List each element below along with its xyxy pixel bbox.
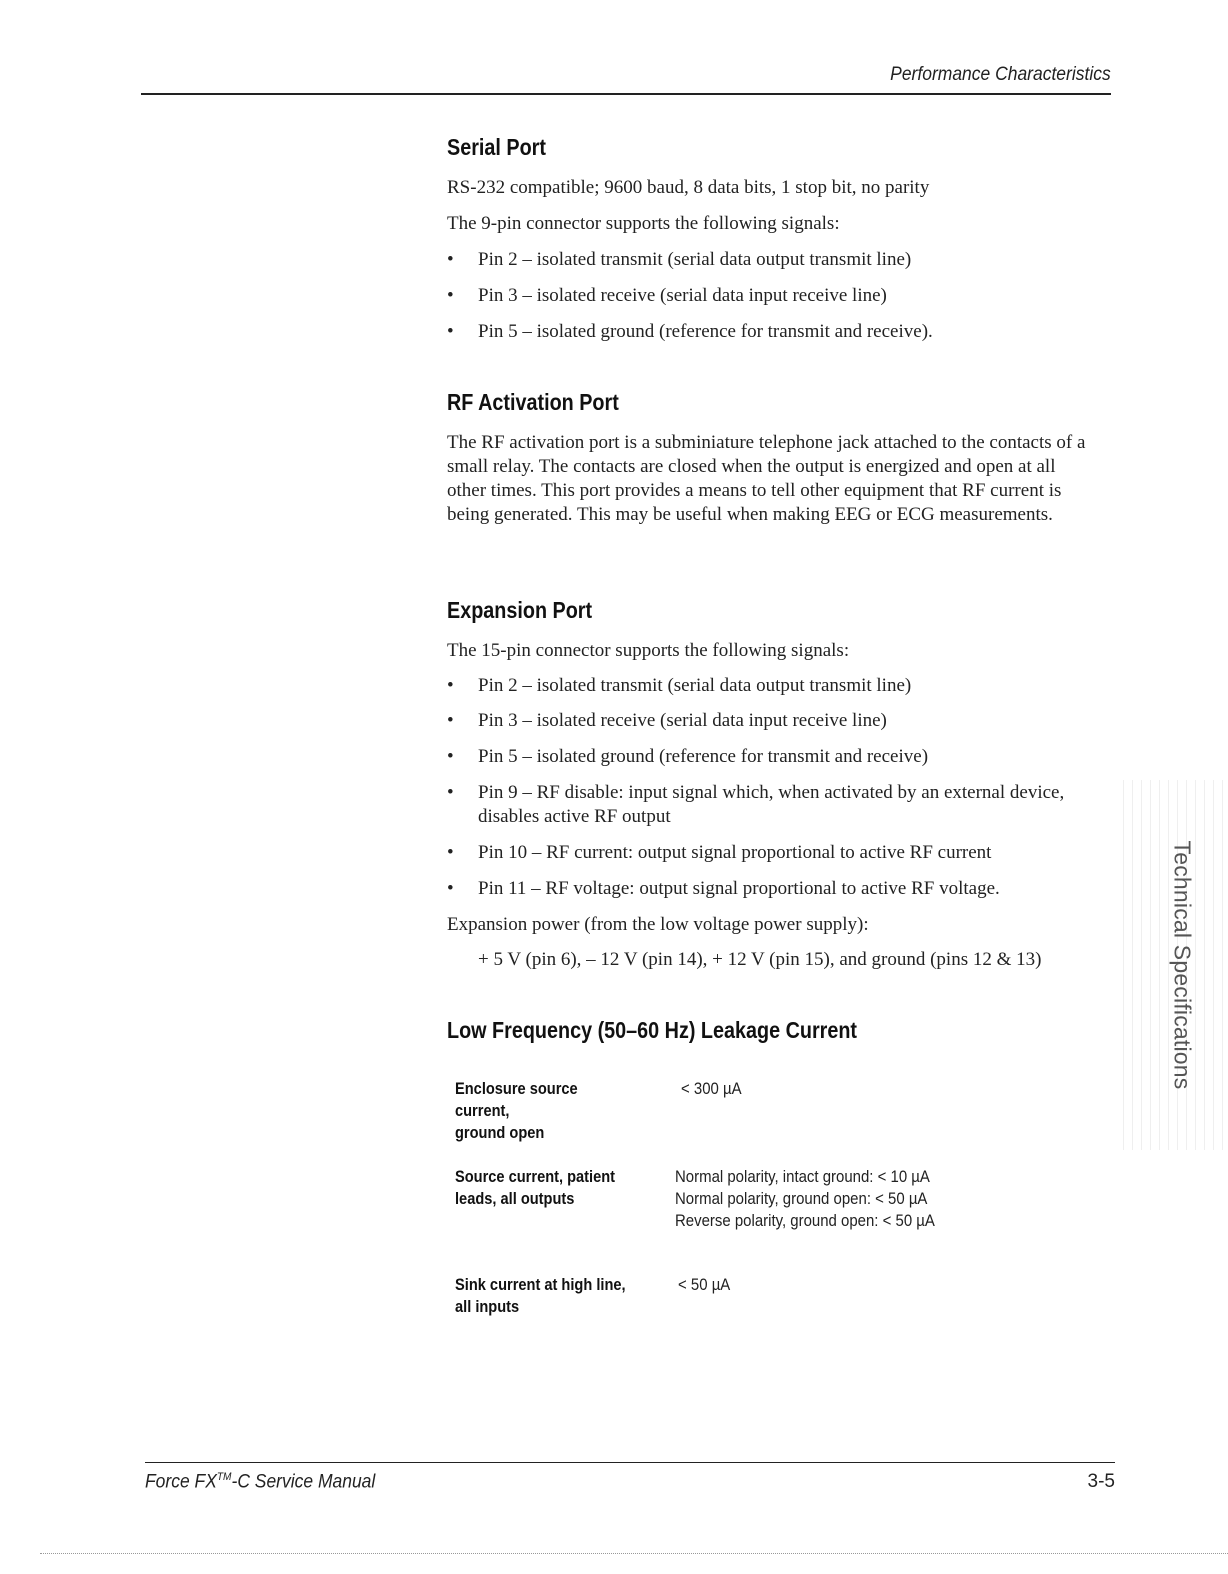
leakage-current-heading: Low Frequency (50–60 Hz) Leakage Current xyxy=(447,1017,858,1043)
spec-label-source-current: Source current, patient leads, all outputs xyxy=(455,1167,616,1208)
rf-activation-port-text: The RF activation port is a subminiature telephone jack attached to the contacts of a small relay. The contacts are closed when the output is energized and open at all other times. This port provides a means to tell other equipment that RF current is being generated. This may be useful when making EEG or ECG measurements. xyxy=(447,432,1086,525)
list-item: • Pin 3 – isolated receive (serial data input receive line) xyxy=(447,710,887,731)
scan-edge-line xyxy=(40,1553,1228,1555)
running-header-title: Performance Characteristics xyxy=(890,64,1111,85)
page-number: 3-5 xyxy=(1087,1471,1115,1492)
serial-port-heading: Serial Port xyxy=(447,134,546,160)
list-item: • Pin 2 – isolated transmit (serial data output transmit line) xyxy=(447,675,912,696)
list-item: • Pin 10 – RF current: output signal proportional to active RF current xyxy=(447,842,992,863)
spec-value-enclosure-source: < 300 µA xyxy=(681,1079,742,1098)
section-thumb-tab-label: Technical Specifications xyxy=(1169,840,1196,1090)
list-item: • Pin 9 – RF disable: input signal which, when activated by an external device, disables active RF output xyxy=(447,782,1065,827)
spec-value-source-current-3: Reverse polarity, ground open: < 50 µA xyxy=(675,1211,935,1230)
spec-label-enclosure-source: Enclosure source current, ground open xyxy=(455,1079,578,1142)
header-divider xyxy=(141,93,1111,95)
bullet-icon: • xyxy=(447,710,454,731)
expansion-power-detail: + 5 V (pin 6), – 12 V (pin 14), + 12 V (pin 15), and ground (pins 12 & 13) xyxy=(478,949,1042,970)
bullet-icon: • xyxy=(447,842,454,863)
list-item: • Pin 2 – isolated transmit (serial data output transmit line) xyxy=(447,249,912,270)
footer-divider xyxy=(145,1462,1115,1463)
list-item: • Pin 11 – RF voltage: output signal proportional to active RF voltage. xyxy=(447,878,1000,899)
spec-value-source-current-2: Normal polarity, ground open: < 50 µA xyxy=(675,1189,928,1208)
list-item: • Pin 3 – isolated receive (serial data input receive line) xyxy=(447,285,887,306)
serial-port-intro: The 9-pin connector supports the following signals: xyxy=(447,213,840,234)
expansion-port-heading: Expansion Port xyxy=(447,597,593,623)
bullet-icon: • xyxy=(447,285,454,306)
expansion-port-intro: The 15-pin connector supports the following signals: xyxy=(447,640,850,661)
spec-value-source-current-1: Normal polarity, intact ground: < 10 µA xyxy=(675,1167,930,1186)
bullet-icon: • xyxy=(447,746,454,767)
spec-value-sink-current: < 50 µA xyxy=(678,1275,731,1294)
bullet-icon: • xyxy=(447,321,454,342)
bullet-icon: • xyxy=(447,782,454,803)
bullet-icon: • xyxy=(447,249,454,270)
spec-label-sink-current: Sink current at high line, all inputs xyxy=(455,1275,626,1316)
bullet-icon: • xyxy=(447,675,454,696)
list-item: • Pin 5 – isolated ground (reference for transmit and receive). xyxy=(447,321,933,342)
list-item: • Pin 5 – isolated ground (reference for transmit and receive) xyxy=(447,746,929,767)
footer-manual-title: Force FX™-C Service Manual xyxy=(145,1471,376,1493)
rf-activation-port-heading: RF Activation Port xyxy=(447,389,619,415)
serial-port-spec: RS-232 compatible; 9600 baud, 8 data bits, 1 stop bit, no parity xyxy=(447,177,930,198)
expansion-power-intro: Expansion power (from the low voltage power supply): xyxy=(447,914,869,935)
bullet-icon: • xyxy=(447,878,454,899)
